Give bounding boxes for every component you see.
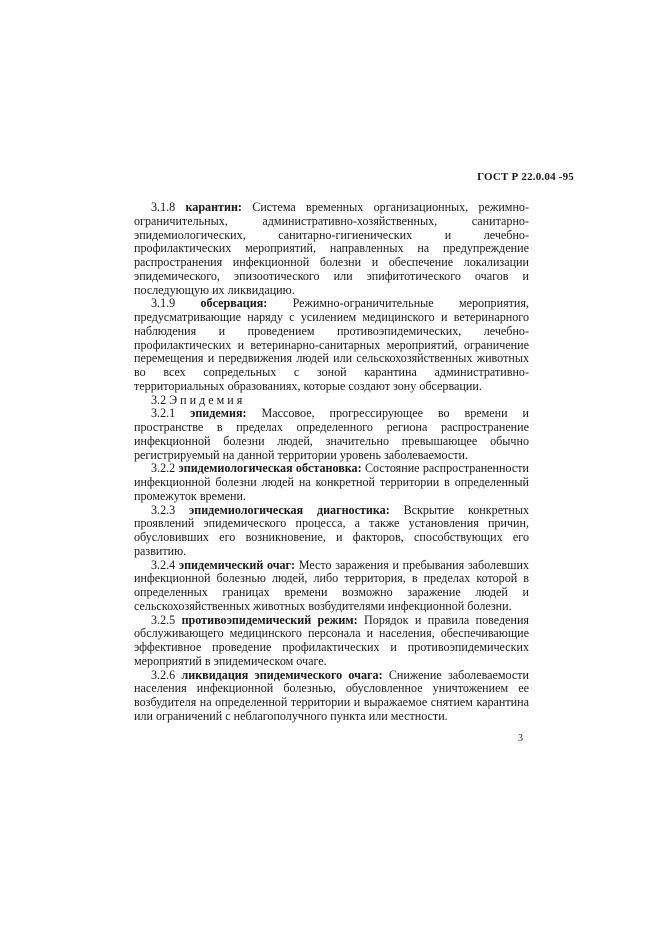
clause-term: противоэпидемический режим: [181,612,358,627]
clause-term: эпидемия: [190,406,247,421]
clause-number: 3.2.5 [151,612,176,627]
clause-term: эпидемиологическая диагностика: [189,502,390,517]
document-body [134,201,529,724]
clause-term: эпидемический очаг: [178,557,296,572]
clause-number: 3.2.2 [151,461,176,476]
clause-term: эпидемиологическая обстановка: [178,461,362,476]
section-title: Эпидемия [169,392,246,407]
section-3-2-heading [134,394,529,408]
clause-text: Вскрытие конкретных проявлений эпидемического процесса, а также установления причин, обусловивших его возникновение, и факторов, способствующих его развитию. [134,502,529,558]
clause-text: Система временных организационных, режимно-ограничительных, административно-хозяйственных, санитарно-эпидемиологических, санитарно-гигиенических и лечебно-профилактических мероприятий, направленных на предупреждение распространения инфекционной болезни и обеспечение локализации эпидемического, эпизоотического или эпифитотического очагов и последующую их ликвидацию. [134,200,529,297]
definition-3-1-8 [134,201,529,297]
clause-text: Состояние распространенности инфекционной болезни людей на конкретной территории в определенный промежуток времени. [134,461,529,503]
definition-3-2-3 [134,504,529,559]
clause-term: ликвидация эпидемического очага: [181,667,383,682]
section-number: 3.2 [151,392,167,407]
clause-number: 3.2.3 [151,502,176,517]
clause-number: 3.2.6 [151,667,176,682]
definition-3-2-5 [134,614,529,669]
clause-term: обсервация: [200,296,268,311]
clause-number: 3.2.4 [151,557,176,572]
clause-term: карантин: [185,200,242,214]
clause-text: Снижение заболеваемости населения инфекционной болезнью, обусловленное уничтожением ее возбудителя на определенной территории и выражаемое снятием карантина или ограничений с неблагополучного пункта или местности. [134,667,529,723]
definition-3-2-2 [134,462,529,503]
clause-text: Порядок и правила поведения обслуживающего медицинского персонала и населения, обеспечивающие эффективное проведение профилактических и противоэпидемических мероприятий в эпидемическом очаге. [134,612,529,668]
definition-3-2-4 [134,559,529,614]
definition-3-1-9 [134,297,529,393]
definition-3-2-1 [134,407,529,462]
clause-number: 3.2.1 [151,406,176,421]
clause-text: Массовое, прогрессирующее во времени и пространстве в пределах определенного региона распространение инфекционной болезни людей, значительно превышающее обычно регистрируемый на данной территории уровень заболеваемости. [134,406,529,462]
document-header-code: ГОСТ Р 22.0.04 -95 [477,171,574,183]
page-number: 3 [518,733,523,744]
clause-number: 3.1.8 [151,200,176,214]
clause-text: Режимно-ограничительные мероприятия, предусматривающие наряду с усилением медицинского и ветеринарного наблюдения и проведением противоэпидемических, лечебно-профилактических и ветеринарно-санитарных мероприятий, ограничение перемещения и передвижения людей или сельскохозяйственных животных во всех сопредельных с зоной карантина административно-территориальных образованиях, которые создают зону обсервации. [134,296,529,393]
clause-number: 3.1.9 [151,296,176,311]
clause-text: Место заражения и пребывания заболевших инфекционной болезнью людей, либо территория, в пределах которой в определенных границах времени возможно заражение людей и сельскохозяйственных животных возбудителями инфекционной болезни. [134,557,529,613]
definition-3-2-6 [134,669,529,724]
